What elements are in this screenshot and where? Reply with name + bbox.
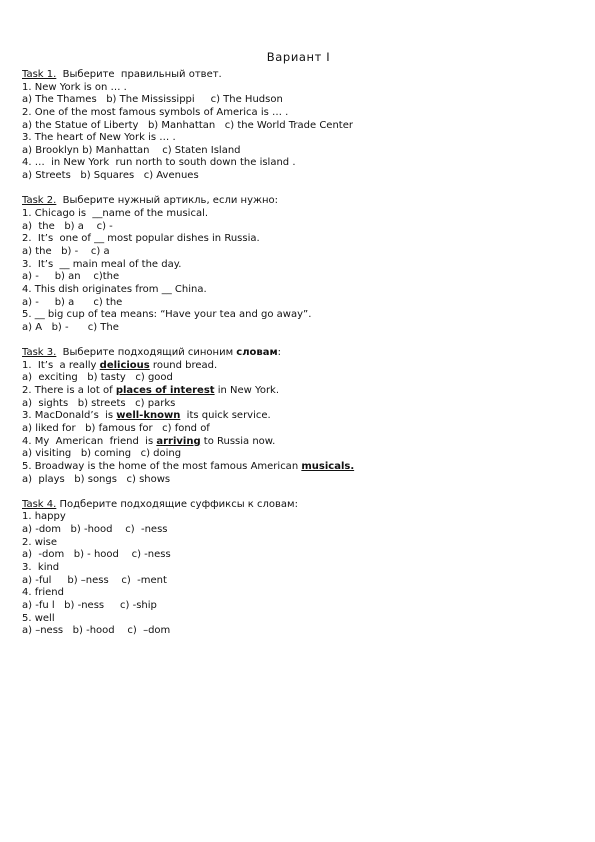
task-line [22, 157, 575, 170]
line-text: its quick service. [180, 410, 271, 422]
line-text: a) - b) an c)the [22, 271, 120, 283]
task-line [22, 587, 575, 600]
task-heading [22, 195, 575, 208]
task-heading [22, 499, 575, 512]
line-text: a) Streets b) Squares c) Avenues [22, 170, 199, 182]
task-line [22, 360, 575, 373]
task-line [22, 221, 575, 234]
task-line [22, 297, 575, 310]
line-text: 1. New York is on … . [22, 81, 127, 93]
task-instruction: Выберите нужный артикль, если нужно: [56, 195, 279, 207]
line-text: 1. happy [22, 511, 66, 523]
line-text: a) -ful b) –ness c) -ment [22, 574, 167, 586]
line-text: 5. Broadway is the home of the most famous American [22, 460, 302, 472]
line-text: 3. It’s __ main meal of the day. [22, 258, 182, 270]
task-line [22, 82, 575, 95]
section-gap [22, 334, 575, 347]
task-line [22, 246, 575, 259]
task-line [22, 600, 575, 613]
task-instruction-end: : [277, 347, 282, 359]
line-text: a) sights b) streets c) parks [22, 397, 176, 409]
line-text: 4. My American friend is [22, 435, 157, 447]
highlighted-word: delicious [99, 359, 150, 371]
task-section-4 [22, 499, 575, 638]
task-instruction: Выберите подходящий синоним [56, 347, 237, 359]
task-label: Task 2. [22, 195, 57, 207]
page-title: Вариант I [266, 50, 331, 64]
line-text: a) liked for b) famous for c) fond of [22, 422, 210, 434]
task-line [22, 145, 575, 158]
line-text: a) The Thames b) The Mississippi c) The Hudson [22, 94, 283, 106]
task-line [22, 410, 575, 423]
line-text: round bread. [149, 359, 218, 371]
task-line [22, 613, 575, 626]
highlighted-word: musicals. [301, 460, 355, 472]
line-text: 1. Chicago is __name of the musical. [22, 208, 209, 220]
line-text: a) the b) a c) - [22, 220, 113, 232]
task-heading [22, 347, 575, 360]
line-text: a) –ness b) -hood c) –dom [22, 625, 171, 637]
task-heading [22, 69, 575, 82]
line-text: 4. friend [22, 587, 64, 599]
line-text: 3. The heart of New York is … . [22, 132, 176, 144]
task-line [22, 524, 575, 537]
task-section-2 [22, 195, 575, 334]
line-text: in New York. [214, 385, 280, 397]
task-line [22, 208, 575, 221]
line-text: 3. kind [22, 561, 60, 573]
task-line [22, 436, 575, 449]
task-line [22, 132, 575, 145]
line-text: a) -dom b) - hood c) -ness [22, 549, 171, 561]
task-line [22, 372, 575, 385]
line-text: 2. There is a lot of [22, 385, 116, 397]
task-line [22, 474, 575, 487]
task-line [22, 107, 575, 120]
task-line [22, 120, 575, 133]
line-text: 1. It’s a really [22, 359, 100, 371]
task-line [22, 398, 575, 411]
line-text: a) the Statue of Liberty b) Manhattan c) the World Trade Center [22, 119, 353, 131]
line-text: a) - b) a c) the [22, 296, 123, 308]
line-text: 5. __ big cup of tea means: “Have your tea and go away”. [22, 309, 312, 321]
line-text: a) visiting b) coming c) doing [22, 448, 182, 460]
section-gap [22, 183, 575, 196]
task-line [22, 511, 575, 524]
line-text: a) plays b) songs c) shows [22, 473, 171, 485]
line-text: to Russia now. [200, 435, 276, 447]
task-label: Task 4. [22, 498, 57, 510]
task-line [22, 562, 575, 575]
section-gap [22, 486, 575, 499]
task-instruction: Подберите подходящие суффиксы к словам: [56, 498, 298, 510]
line-text: a) -dom b) -hood c) -ness [22, 524, 168, 536]
line-text: a) A b) - c) The [22, 321, 119, 333]
task-line [22, 259, 575, 272]
line-text: a) exciting b) tasty c) good [22, 372, 173, 384]
task-line [22, 385, 575, 398]
task-line [22, 537, 575, 550]
line-text: a) -fu l b) -ness c) -ship [22, 599, 157, 611]
task-instruction: Выберите правильный ответ. [56, 69, 222, 80]
task-line [22, 284, 575, 297]
task-label: Task 1. [22, 69, 57, 80]
task-line [22, 448, 575, 461]
task-section-3 [22, 347, 575, 486]
task-label: Task 3. [22, 347, 57, 359]
tasks-container [22, 69, 575, 638]
task-line [22, 170, 575, 183]
highlighted-word: arriving [156, 435, 201, 447]
task-line [22, 423, 575, 436]
task-section-1 [22, 69, 575, 183]
task-line [22, 461, 575, 474]
task-line [22, 549, 575, 562]
task-line [22, 94, 575, 107]
task-line [22, 271, 575, 284]
line-text: 2. One of the most famous symbols of America is … . [22, 106, 289, 118]
task-line [22, 625, 575, 638]
line-text: 2. It’s one of __ most popular dishes in Russia. [22, 233, 260, 245]
line-text: 2. wise [22, 536, 58, 548]
task-line [22, 309, 575, 322]
line-text: 4. … in New York run north to south down the island . [22, 157, 296, 169]
task-line [22, 322, 575, 335]
line-text: a) Brooklyn b) Manhattan c) Staten Island [22, 144, 241, 156]
task-line [22, 233, 575, 246]
line-text: 4. This dish originates from __ China. [22, 283, 207, 295]
task-line [22, 575, 575, 588]
line-text: 3. MacDonald’s is [22, 410, 117, 422]
highlighted-word: places of interest [115, 385, 215, 397]
line-text: 5. well [22, 612, 55, 624]
highlighted-word: well-known [116, 410, 181, 422]
line-text: a) the b) - c) a [22, 245, 110, 257]
task-instruction-emphasis: словам [236, 347, 278, 359]
worksheet-page [22, 50, 575, 638]
